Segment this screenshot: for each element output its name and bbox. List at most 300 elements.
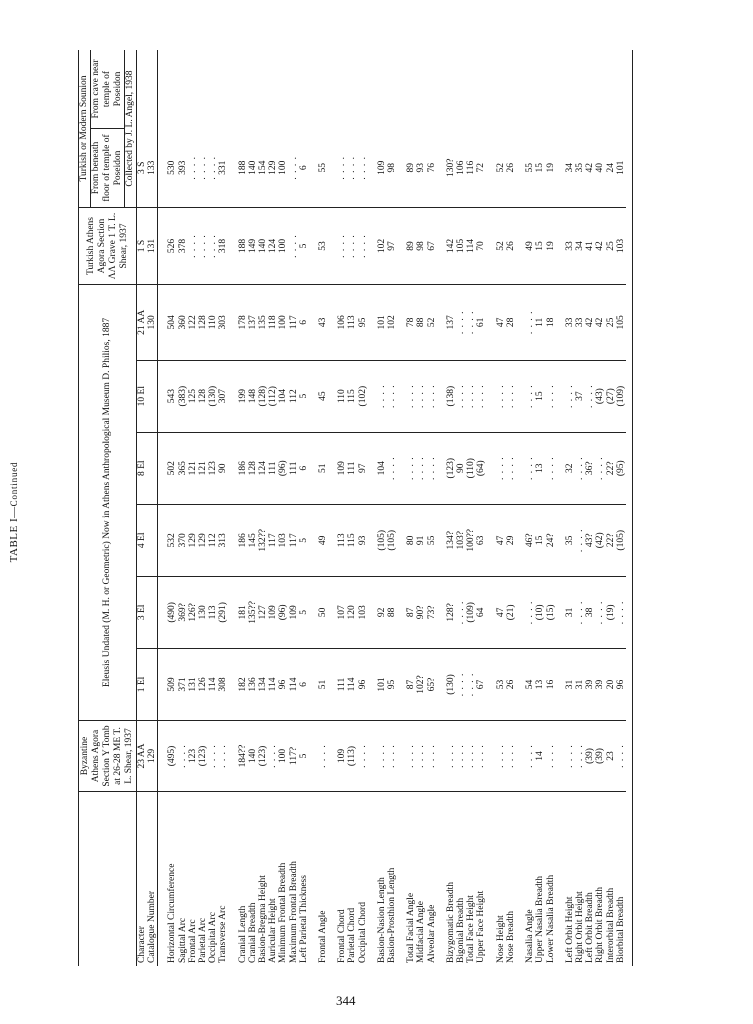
row-label: Frontal Chord	[337, 909, 348, 963]
gap-cell	[556, 576, 565, 648]
data-cell: (490)	[167, 576, 177, 648]
gap-cell	[397, 360, 406, 432]
data-cell: . . . .	[268, 721, 278, 792]
data-cell: 22?	[606, 504, 616, 576]
table-caption	[8, 0, 20, 1024]
data-cell: 98	[387, 129, 397, 208]
data-cell: 35	[575, 129, 585, 208]
row-label: Upper Face Height	[476, 890, 487, 963]
data-cell: 116	[466, 129, 476, 208]
data-cell: 188	[238, 208, 248, 285]
data-cell: 73?	[427, 576, 437, 648]
data-cell: 307	[218, 360, 228, 432]
data-cell: . . . .	[616, 576, 626, 648]
row-label: Cranial Length	[237, 905, 248, 963]
data-cell: (102)	[358, 360, 368, 432]
data-cell: 134?	[446, 504, 456, 576]
row-gap	[487, 792, 496, 967]
data-cell: 41	[585, 208, 595, 285]
data-cell: 128	[198, 360, 208, 432]
data-cell: 137	[446, 285, 456, 361]
gap-cell	[487, 208, 496, 285]
data-cell: 23	[606, 721, 616, 792]
data-cell: 140	[248, 721, 258, 792]
gap-cell	[368, 285, 377, 361]
data-cell: 100	[278, 129, 288, 208]
row-label: Occipital Arc	[208, 912, 219, 963]
gap-cell	[516, 648, 525, 720]
data-cell: 369?	[178, 576, 188, 648]
gap-cell	[368, 721, 377, 792]
gap-cell	[397, 648, 406, 720]
table-row	[446, 50, 456, 966]
data-cell: 97	[387, 208, 397, 285]
data-cell: 331	[218, 129, 228, 208]
data-cell: 39	[585, 648, 595, 720]
gap-cell	[328, 285, 337, 361]
data-cell: (123)	[258, 721, 268, 792]
data-cell: . . . .	[506, 360, 516, 432]
gap-cell	[556, 648, 565, 720]
data-cell: (123)	[446, 432, 456, 504]
table-row	[476, 50, 486, 966]
data-cell: 32	[565, 432, 575, 504]
data-cell: . . . .	[525, 721, 535, 792]
row-label: Nose Height	[495, 915, 506, 963]
data-cell: 5	[299, 208, 309, 285]
caption-main: TABLE I—	[8, 506, 20, 563]
data-cell: . . . .	[466, 721, 476, 792]
data-cell: 117	[268, 504, 278, 576]
column-ident: 10 El	[137, 360, 148, 432]
data-cell: 123	[208, 432, 218, 504]
table-row	[606, 50, 616, 966]
data-cell: 95	[358, 285, 368, 361]
data-cell: 129	[268, 129, 278, 208]
column-ident: 8 El	[137, 432, 148, 504]
data-cell: (19)	[606, 576, 616, 648]
data-cell: 378	[178, 208, 188, 285]
header-turkish-athens: Turkish Athens Agora Section ΛΛ Grave 1 T. L. Shear, 1937	[79, 208, 137, 285]
column-catalogue	[147, 576, 158, 648]
data-cell: . . . .	[456, 721, 466, 792]
data-cell: 40	[595, 129, 605, 208]
data-cell: (95)	[616, 432, 626, 504]
data-cell: 134	[258, 648, 268, 720]
data-cell: 19	[546, 129, 556, 208]
data-cell: 109	[377, 129, 387, 208]
data-cell: 111	[268, 432, 278, 504]
data-cell: 114	[289, 648, 299, 720]
table-row	[178, 50, 188, 966]
gap-cell	[487, 129, 496, 208]
data-cell: 127	[258, 576, 268, 648]
data-cell: 53	[496, 648, 506, 720]
data-cell: 122	[188, 285, 198, 361]
data-cell: . . . .	[289, 129, 299, 208]
data-cell: (10)	[535, 576, 545, 648]
data-cell: 37	[575, 360, 585, 432]
table-row	[268, 50, 278, 966]
data-cell: 126	[198, 648, 208, 720]
data-cell: (96)	[278, 576, 288, 648]
row-gap	[556, 792, 565, 967]
data-cell: (110)	[466, 432, 476, 504]
table-row	[299, 50, 309, 966]
data-cell: . . . .	[456, 360, 466, 432]
data-cell: 50	[318, 576, 328, 648]
anthropometric-table	[78, 50, 633, 966]
data-cell: 102?	[416, 648, 426, 720]
data-cell: 129	[198, 504, 208, 576]
gap-cell	[158, 129, 168, 208]
gap-cell	[368, 576, 377, 648]
gap-cell	[556, 285, 565, 361]
data-cell: 67	[476, 648, 486, 720]
gap-cell	[397, 504, 406, 576]
data-cell: . . . .	[466, 648, 476, 720]
gap-cell	[516, 208, 525, 285]
data-cell: 103	[616, 208, 626, 285]
data-cell: (383)	[178, 360, 188, 432]
data-cell: . . . .	[406, 721, 416, 792]
gap-cell	[229, 576, 238, 648]
data-cell: 113	[347, 285, 357, 361]
column-catalogue	[147, 648, 158, 720]
data-cell: 33	[565, 208, 575, 285]
data-cell: 149	[248, 208, 258, 285]
data-cell: 55	[525, 129, 535, 208]
data-cell: 87	[406, 648, 416, 720]
table-row	[565, 50, 575, 966]
data-cell: 15	[535, 360, 545, 432]
data-cell: . . . .	[546, 360, 556, 432]
data-cell: 100	[278, 721, 288, 792]
gap-cell	[516, 721, 525, 792]
data-cell: (109)	[616, 360, 626, 432]
data-cell: 130	[198, 576, 208, 648]
data-cell: 25	[606, 208, 616, 285]
data-cell: 123	[188, 721, 198, 792]
data-cell: 543	[167, 360, 177, 432]
data-cell: 313	[218, 504, 228, 576]
data-cell: (21)	[506, 576, 516, 648]
data-cell: 49	[318, 504, 328, 576]
data-cell: 181	[238, 576, 248, 648]
header-byzantine: Byzantine Athens Agora Section Y Tomb at 26-28 ME T. L. Shear, 1937	[79, 721, 137, 792]
data-cell: 186	[238, 432, 248, 504]
gap-cell	[368, 129, 377, 208]
data-cell: 22?	[606, 432, 616, 504]
data-cell: . . . .	[198, 129, 208, 208]
data-cell: 42	[585, 285, 595, 361]
data-cell: 13	[535, 648, 545, 720]
data-cell: 14	[535, 721, 545, 792]
data-cell: 35	[565, 504, 575, 576]
data-cell: 532	[167, 504, 177, 576]
row-label: Cranial Breadth	[247, 902, 258, 963]
row-gap	[516, 792, 525, 967]
gap-cell	[437, 360, 446, 432]
data-cell: (128)	[258, 360, 268, 432]
data-cell: 78	[406, 285, 416, 361]
data-cell: 43	[318, 285, 328, 361]
data-cell: 100??	[466, 504, 476, 576]
gap-cell	[158, 648, 168, 720]
data-cell: 106	[456, 129, 466, 208]
data-cell: 114	[466, 208, 476, 285]
header-blank	[79, 792, 137, 967]
gap-cell	[309, 648, 318, 720]
table-row	[456, 50, 466, 966]
data-cell: 33	[575, 285, 585, 361]
data-cell: . . . .	[358, 129, 368, 208]
column-catalogue: 130	[147, 285, 158, 361]
data-cell: 121	[188, 432, 198, 504]
header-eleusis: Eleusis Undated (M. H. or Geometric) Now in Athens Anthropological Museum D. Philios, 1887	[79, 285, 137, 721]
data-cell: . . . .	[358, 208, 368, 285]
gap-cell	[487, 648, 496, 720]
data-cell: 13	[535, 432, 545, 504]
table-row	[595, 50, 605, 966]
data-cell: (39)	[595, 721, 605, 792]
column-ident: 4 El	[137, 504, 148, 576]
data-cell: . . . .	[198, 208, 208, 285]
table-row	[318, 50, 328, 966]
data-cell: . . . .	[466, 360, 476, 432]
row-label: Biorbital Breadth	[615, 896, 626, 963]
row-label: Frontal Angle	[318, 910, 329, 963]
gap-cell	[309, 208, 318, 285]
row-label: Right Orbit Breadth	[595, 887, 606, 963]
data-cell: 111	[337, 648, 347, 720]
gap-cell	[328, 504, 337, 576]
data-cell: 107	[337, 576, 347, 648]
table-row	[525, 50, 535, 966]
data-cell: 509	[167, 648, 177, 720]
row-label: Midfacial Angle	[416, 901, 427, 963]
data-cell: 36?	[585, 432, 595, 504]
data-cell: . . . .	[387, 432, 397, 504]
gap-cell	[309, 432, 318, 504]
data-cell: 131	[188, 648, 198, 720]
gap-cell	[229, 432, 238, 504]
table-row	[248, 50, 258, 966]
gap-cell	[487, 721, 496, 792]
data-cell: 49	[525, 208, 535, 285]
data-cell: 31	[565, 648, 575, 720]
data-cell: . . . .	[446, 721, 456, 792]
data-cell: 47	[496, 285, 506, 361]
row-label: Left Parietal Thickness	[298, 875, 309, 963]
data-cell: . . . .	[525, 285, 535, 361]
gap-cell	[516, 504, 525, 576]
column-catalogue	[147, 504, 158, 576]
table-row	[358, 50, 368, 966]
data-cell: 101	[377, 285, 387, 361]
data-cell: 109	[337, 432, 347, 504]
column-ident: 1 S	[137, 208, 148, 285]
data-cell: 28	[506, 285, 516, 361]
data-cell: 47	[496, 504, 506, 576]
data-cell: 114	[268, 648, 278, 720]
gap-cell	[328, 648, 337, 720]
gap-cell	[556, 360, 565, 432]
gap-cell	[556, 129, 565, 208]
row-label: Frontal Arc	[187, 919, 198, 963]
data-cell: 142	[446, 208, 456, 285]
data-cell: . . . .	[496, 360, 506, 432]
data-cell: 111	[289, 432, 299, 504]
data-cell: 39	[595, 648, 605, 720]
data-cell: 89	[406, 129, 416, 208]
table-row	[188, 50, 198, 966]
row-label-catalogue: Catalogue Number	[147, 890, 158, 963]
row-label: Nasalia Angle	[525, 909, 536, 963]
data-cell: 24?	[546, 504, 556, 576]
data-cell: 95	[387, 648, 397, 720]
data-cell: 102	[377, 208, 387, 285]
row-label: Parietal Arc	[198, 917, 209, 963]
column-ident: 21 AA	[137, 285, 148, 361]
data-cell: 118	[268, 285, 278, 361]
data-cell: 111	[347, 432, 357, 504]
row-label: Bizygomatic Breadth	[445, 882, 456, 963]
gap-cell	[328, 721, 337, 792]
row-label: Total Facial Angle	[406, 892, 417, 963]
gap-cell	[309, 576, 318, 648]
data-cell: 5	[299, 576, 309, 648]
data-cell: 52	[496, 208, 506, 285]
table-row	[218, 50, 228, 966]
table-row	[546, 50, 556, 966]
table-row	[585, 50, 595, 966]
data-cell: 26	[506, 648, 516, 720]
gap-cell	[556, 721, 565, 792]
data-cell: . . . .	[427, 432, 437, 504]
data-cell: . . . .	[565, 360, 575, 432]
gap-cell	[229, 721, 238, 792]
data-cell: 16	[546, 648, 556, 720]
data-cell: 308	[218, 648, 228, 720]
data-cell: 6	[299, 648, 309, 720]
data-cell: 18	[546, 285, 556, 361]
data-cell: 117	[289, 285, 299, 361]
row-gap	[158, 792, 168, 967]
data-cell: 19	[546, 208, 556, 285]
table-row	[337, 50, 347, 966]
data-cell: (64)	[476, 432, 486, 504]
row-label: Left Orbit Breadth	[585, 892, 596, 963]
table-row	[238, 50, 248, 966]
gap-cell	[368, 360, 377, 432]
data-cell: 101	[377, 648, 387, 720]
table-row	[466, 50, 476, 966]
header-collected: Collected by J. L. Angel, 1938	[125, 50, 137, 208]
row-label: Alveolar Angle	[426, 904, 437, 963]
data-cell: 199	[238, 360, 248, 432]
data-cell: . . . .	[456, 285, 466, 361]
data-cell: . . . .	[416, 360, 426, 432]
data-cell: 136	[248, 648, 258, 720]
gap-cell	[487, 360, 496, 432]
data-cell: 51	[318, 648, 328, 720]
data-cell: (105)	[377, 504, 387, 576]
data-cell: . . . .	[387, 721, 397, 792]
row-label: Left Orbit Height	[564, 896, 575, 963]
data-cell: 112	[208, 504, 218, 576]
data-cell: . . . .	[318, 721, 328, 792]
column-catalogue: 129	[147, 721, 158, 792]
data-cell: . . . .	[347, 129, 357, 208]
gap-cell	[516, 285, 525, 361]
gap-cell	[437, 285, 446, 361]
row-label: Sagittal Arc	[177, 917, 188, 963]
data-cell: 46?	[525, 504, 535, 576]
data-cell: . . . .	[416, 432, 426, 504]
data-cell: 126?	[188, 576, 198, 648]
row-gap	[437, 792, 446, 967]
data-cell: 31	[575, 648, 585, 720]
column-ident: 1 El	[137, 648, 148, 720]
data-cell: 91	[416, 504, 426, 576]
column-catalogue	[147, 360, 158, 432]
data-cell: . . . .	[188, 208, 198, 285]
data-cell: . . . .	[575, 576, 585, 648]
data-cell: . . . .	[595, 576, 605, 648]
data-cell: 117	[289, 504, 299, 576]
row-label: Lower Nasalia Breadth	[545, 874, 556, 963]
gap-cell	[158, 360, 168, 432]
table-row	[347, 50, 357, 966]
data-cell: . . . .	[546, 432, 556, 504]
data-cell: 5	[299, 721, 309, 792]
data-cell: . . . .	[496, 432, 506, 504]
data-cell: . . . .	[416, 721, 426, 792]
gap-cell	[158, 285, 168, 361]
gap-cell	[368, 432, 377, 504]
data-cell: 52	[427, 285, 437, 361]
data-cell: 90	[218, 432, 228, 504]
data-cell: 178	[238, 285, 248, 361]
header-sounion: Turkish or Modern Sounion	[79, 50, 91, 208]
data-cell: 106	[337, 285, 347, 361]
gap-cell	[516, 360, 525, 432]
data-cell: 114	[347, 648, 357, 720]
data-cell: 93	[416, 129, 426, 208]
data-cell: 33	[565, 285, 575, 361]
data-cell: . . . .	[575, 432, 585, 504]
gap-cell	[158, 721, 168, 792]
data-cell: 113	[208, 576, 218, 648]
data-cell: 72	[476, 129, 486, 208]
data-cell: 128?	[446, 576, 456, 648]
gap-cell	[516, 129, 525, 208]
data-cell: 103?	[456, 504, 466, 576]
data-cell: 88	[416, 285, 426, 361]
data-cell: 6	[299, 432, 309, 504]
header-sounion-a: From beneath floor of temple of Poseidon	[91, 129, 125, 208]
data-cell: (112)	[268, 360, 278, 432]
data-cell: 25	[606, 285, 616, 361]
gap-cell	[309, 285, 318, 361]
data-cell: 145	[248, 504, 258, 576]
data-cell: 61	[476, 285, 486, 361]
table-row	[387, 50, 397, 966]
data-cell: . . . .	[178, 721, 188, 792]
data-cell: 371	[178, 648, 188, 720]
data-cell: (495)	[167, 721, 177, 792]
